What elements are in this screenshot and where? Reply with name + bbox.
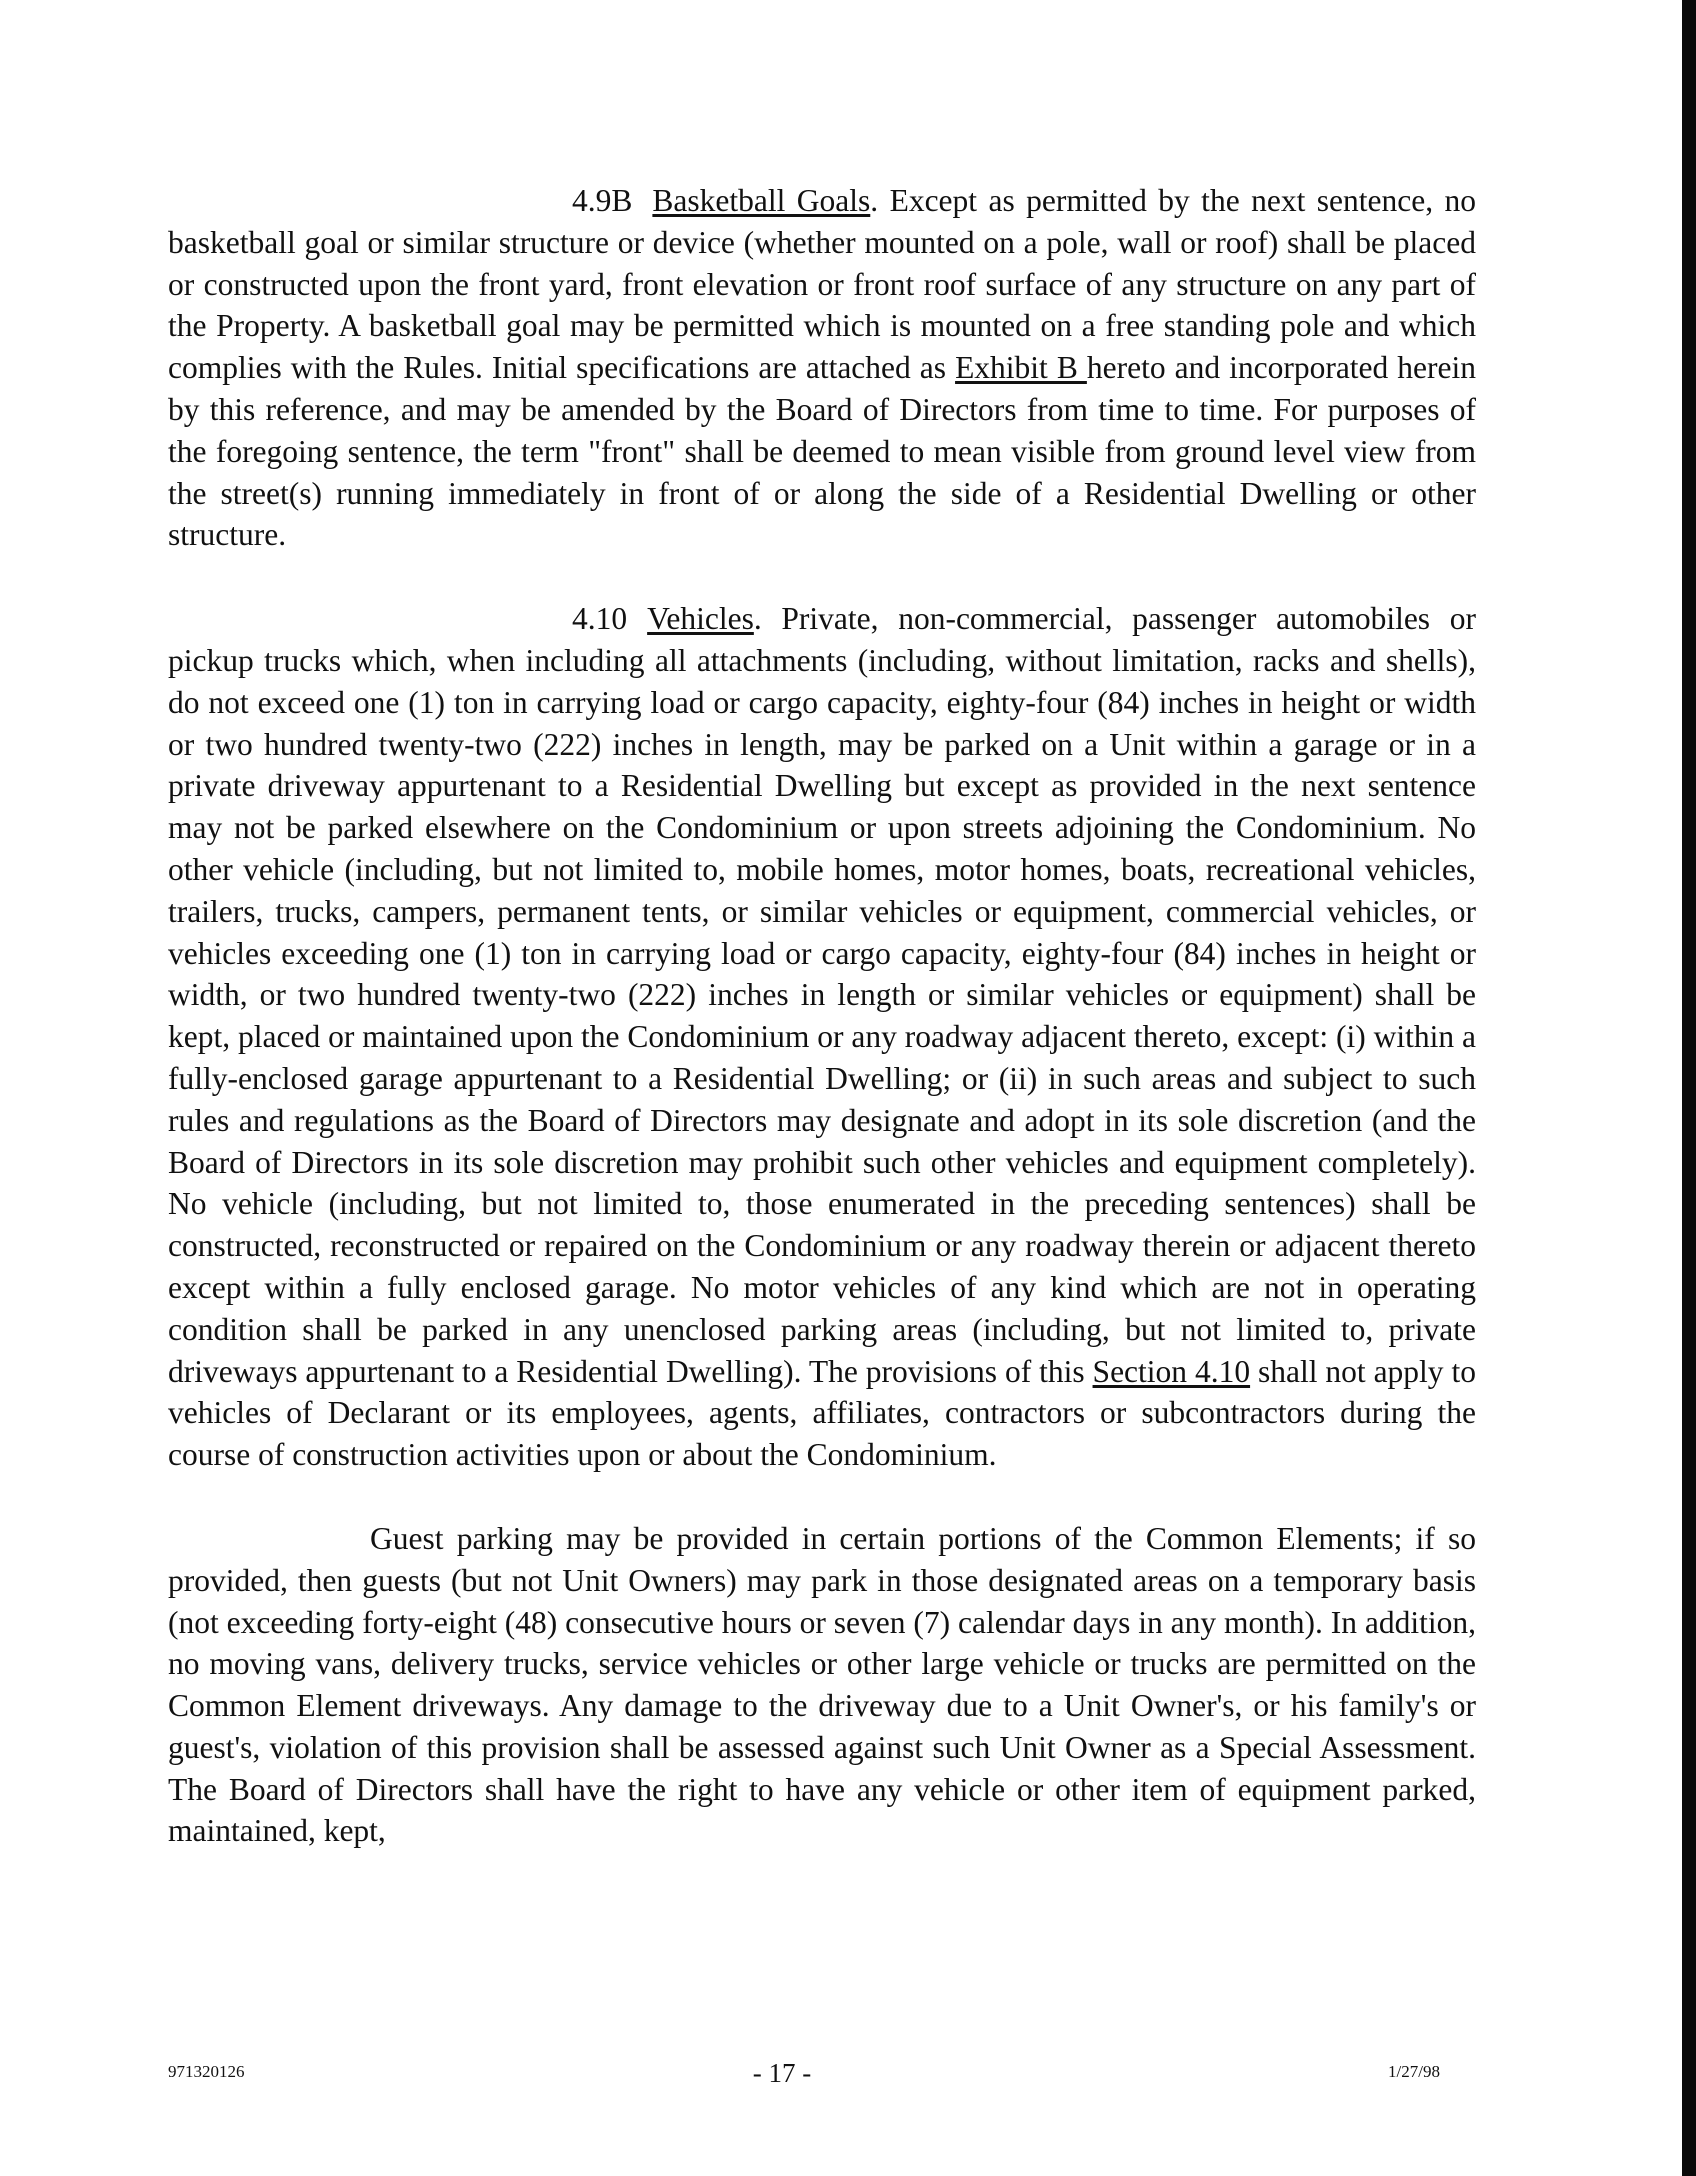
section-heading-punctuation: . — [753, 601, 762, 637]
section-text-continued: hereto and incorporated herein by this reference, and may be amended by the Board of Directors from time to time. For purposes of the foregoing sentence, the term "front" shall be deemed to mean visible from ground level view from the street(s) running immediately in front of or along the side of a Residential Dwelling or other structure. — [168, 350, 1477, 553]
section-heading: Basketball Goals — [652, 183, 871, 218]
section-number: 4.9B — [572, 183, 633, 218]
document-id: 971320126 — [168, 2062, 245, 2081]
page-number: - 17 - — [752, 2058, 812, 2088]
document-date: 1/27/98 — [1388, 2062, 1440, 2081]
section-4-9b — [168, 180, 1476, 556]
paragraph-text: Guest parking may be provided in certain portions of the Common Elements; if so provided, then guests (but not Unit Owners) may park in those designated areas on a temporary basis (not exceeding forty-eight (48) consecutive hours or seven (7) calendar days in any month). In addition, no moving vans, delivery trucks, service vehicles or other large vehicle or trucks are permitted on the Common Element driveways. Any damage to the driveway due to a Unit Owner's, or his family's or guest's, violation of this provision shall be assessed against such Unit Owner as a Special Assessment. The Board of Directors shall have the right to have any vehicle or other item of equipment parked, maintained, kept, — [168, 1520, 1476, 1849]
section-text-continued: shall not apply to vehicles of Declarant or its employees, agents, affiliates, contractors or subcontractors during the course of construction activities upon or about the Condominium. — [168, 1353, 1476, 1473]
exhibit-reference: Exhibit B — [955, 350, 1087, 386]
guest-parking-paragraph — [168, 1518, 1476, 1852]
document-body — [168, 180, 1476, 1894]
section-heading: Vehicles — [647, 601, 754, 637]
section-number: 4.10 — [572, 601, 628, 637]
section-text: Except as permitted by the next sentence, no basketball goal or similar structure or device (whether mounted on a pole, wall or roof) shall be placed or constructed upon the front yard, front elevation or front roof surface of any structure on any part of the Property. A basketball goal may be permitted which is mounted on a free standing pole and which complies with the Rules. Initial specifications are attached as — [168, 183, 1476, 386]
scan-border — [1682, 0, 1696, 2176]
section-reference: Section 4.10 — [1092, 1353, 1251, 1389]
section-text: Private, non-commercial, passenger automobiles or pickup trucks which, when including all attachments (including, without limitation, racks and shells), do not exceed one (1) ton in carrying load or cargo capacity, eighty-four (84) inches in height or width or two hundred twenty-two (222) inches in length, may be parked on a Unit within a garage or in a private driveway appurtenant to a Residential Dwelling but except as provided in the next sentence may not be parked elsewhere on the Condominium or upon streets adjoining the Condominium. No other vehicle (including, but not limited to, mobile homes, motor homes, boats, recreational vehicles, trailers, trucks, campers, permanent tents, or similar vehicles or equipment, commercial vehicles, or vehicles exceeding one (1) ton in carrying load or cargo capacity, eighty-four (84) inches in height or width, or two hundred twenty-two (222) inches in length or similar vehicles or equipment) shall be kept, placed or maintained upon the Condominium or any roadway adjacent thereto, except: (i) within a fully-enclosed garage appurtenant to a Residential Dwelling; or (ii) in such areas and subject to such rules and regulations as the Board of Directors may designate and adopt in its sole discretion (and the Board of Directors in its sole discretion may prohibit such other vehicles and equipment completely). No vehicle (including, but not limited to, those enumerated in the preceding sentences) shall be constructed, reconstructed or repaired on the Condominium or any roadway therein or adjacent thereto except within a fully enclosed garage. No motor vehicles of any kind which are not in operating condition shall be parked in any unenclosed parking areas (including, but not limited to, private driveways appurtenant to a Residential Dwelling). The provisions of this — [168, 601, 1476, 1389]
section-4-10 — [168, 598, 1476, 1476]
section-heading-punctuation: . — [870, 183, 879, 218]
page-footer — [0, 2058, 1696, 2088]
